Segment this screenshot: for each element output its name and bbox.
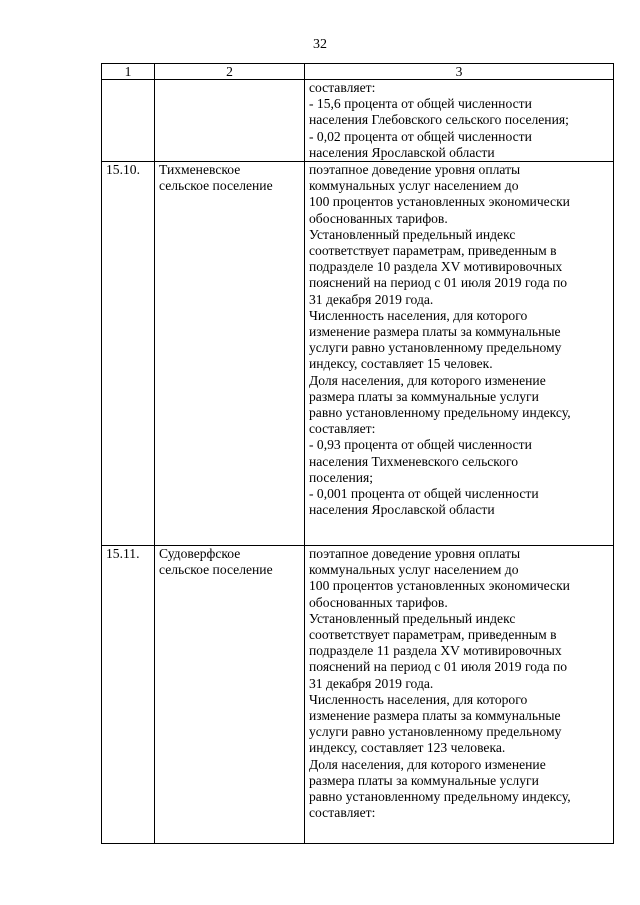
description-line: услуги равно установленному предельному (309, 340, 562, 356)
description-line: 100 процентов установленных экономически (309, 194, 570, 210)
description-line: соответствует параметрам, приведенным в (309, 627, 557, 643)
settlement-name-cell (155, 546, 305, 844)
description-line: подразделе 10 раздела XV мотивировочных (309, 259, 563, 275)
description-line: поэтапное доведение уровня оплаты (309, 546, 521, 562)
description-line: Доля населения, для которого изменение (309, 372, 546, 388)
description-line: составляет: (309, 421, 376, 437)
description-line: населения Тихменевского сельского (309, 453, 519, 469)
settlement-name-line: сельское поселение (159, 562, 273, 578)
description-line: населения Глебовского сельского поселения; (309, 112, 569, 128)
description-cell (305, 546, 614, 844)
settlement-name-cell (155, 80, 305, 162)
description-line: Численность населения, для которого (309, 307, 528, 323)
column-header-3: 3 (305, 64, 614, 80)
description-line: обоснованных тарифов. (309, 594, 448, 610)
description-line: Численность населения, для которого (309, 691, 528, 707)
description-line: - 0,02 процента от общей численности (309, 128, 532, 144)
description-cell (305, 162, 614, 546)
table-row-15-11 (102, 546, 614, 844)
description-line: равно установленному предельному индексу, (309, 789, 571, 805)
description-line: поэтапное доведение уровня оплаты (309, 162, 521, 178)
description-line: изменение размера платы за коммунальные (309, 324, 561, 340)
description-line: обоснованных тарифов. (309, 210, 448, 226)
description-line: пояснений на период с 01 июля 2019 года по (309, 275, 568, 291)
table-row-15-10 (102, 162, 614, 546)
description-line: 31 декабря 2019 года. (309, 291, 434, 307)
row-number-cell (102, 80, 155, 162)
settlement-name-cell (155, 162, 305, 546)
description-line: Установленный предельный индекс (309, 226, 516, 242)
description-line: индексу, составляет 15 человек. (309, 356, 493, 372)
description-line: размера платы за коммунальные услуги (309, 772, 539, 788)
description-line: подразделе 11 раздела XV мотивировочных (309, 643, 562, 659)
settlement-name-line: Тихменевское (159, 162, 241, 178)
page-number: 32 (313, 37, 327, 52)
settlement-name-line: сельское поселение (159, 178, 273, 194)
description-line: 31 декабря 2019 года. (309, 675, 434, 691)
description-line: индексу, составляет 123 человека. (309, 740, 506, 756)
row-number-cell: 15.10. (102, 162, 155, 546)
description-line: соответствует параметрам, приведенным в (309, 243, 557, 259)
description-line: населения Ярославской области (309, 144, 495, 160)
row-number-cell: 15.11. (102, 546, 155, 844)
description-line: - 15,6 процента от общей численности (309, 96, 532, 112)
settlement-name-line: Судоверфское (159, 546, 241, 562)
description-line: - 0,001 процента от общей численности (309, 486, 539, 502)
description-line: размера платы за коммунальные услуги (309, 388, 539, 404)
description-line: 100 процентов установленных экономически (309, 578, 570, 594)
column-header-1: 1 (102, 64, 155, 80)
table-row-continuation (102, 80, 614, 162)
table-header-row (102, 64, 614, 80)
column-header-2: 2 (155, 64, 305, 80)
description-line: Установленный предельный индекс (309, 610, 516, 626)
description-line: изменение размера платы за коммунальные (309, 708, 561, 724)
description-line: составляет: (309, 80, 376, 95)
description-line: населения Ярославской области (309, 502, 495, 518)
description-line: Доля населения, для которого изменение (309, 756, 546, 772)
description-line: - 0,93 процента от общей численности (309, 437, 532, 453)
description-line: услуги равно установленному предельному (309, 724, 562, 740)
description-line: коммунальных услуг населением до (309, 178, 519, 194)
description-line: коммунальных услуг населением до (309, 562, 519, 578)
description-line: пояснений на период с 01 июля 2019 года по (309, 659, 568, 675)
description-line: составляет: (309, 805, 376, 821)
description-line: равно установленному предельному индексу, (309, 405, 571, 421)
description-cell (305, 80, 614, 162)
description-line: поселения; (309, 469, 374, 485)
document-table (101, 63, 614, 844)
